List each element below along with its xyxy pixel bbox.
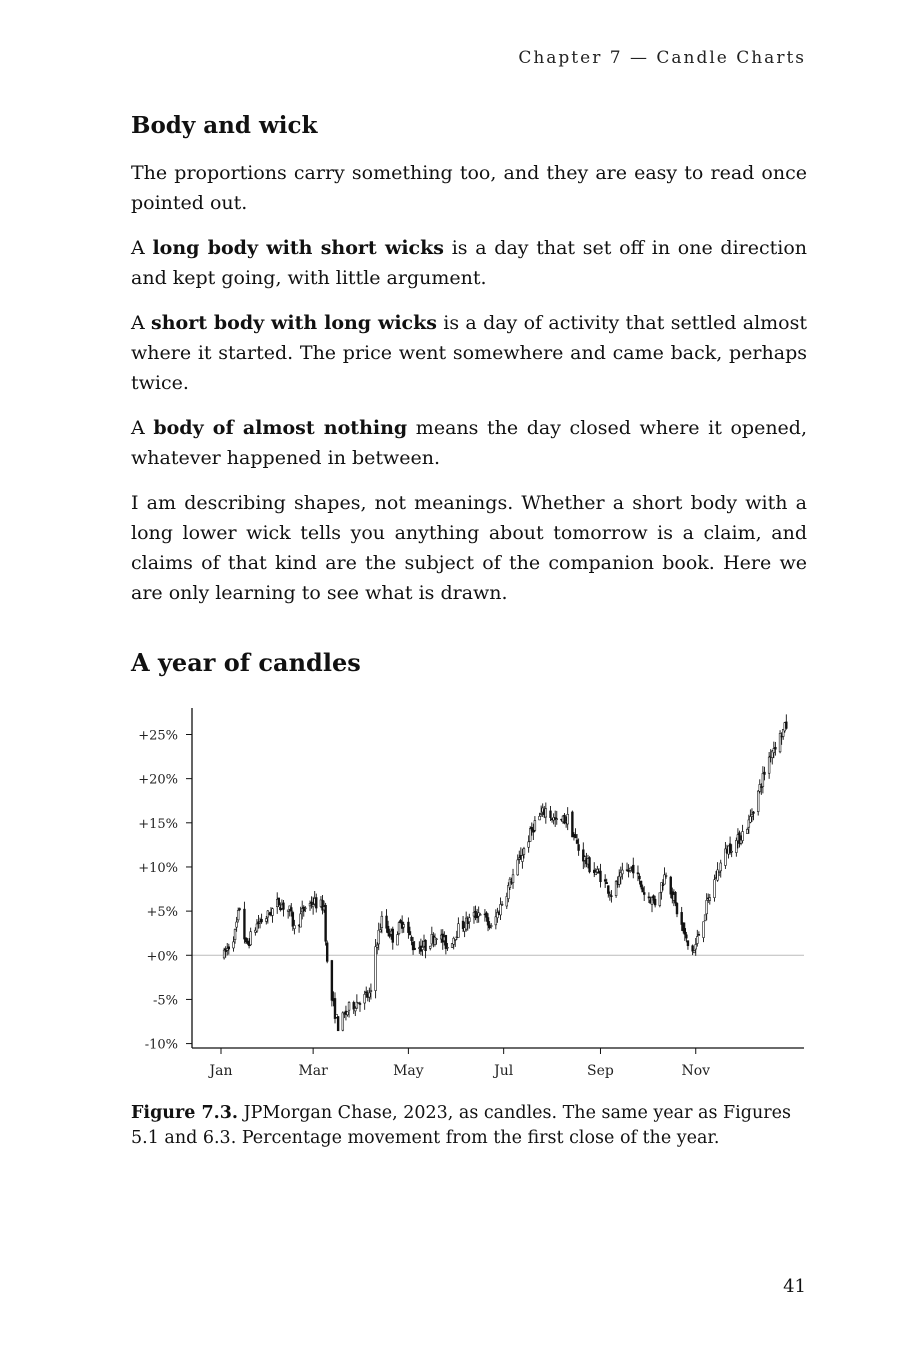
candle	[687, 941, 689, 950]
candle	[632, 858, 634, 879]
candle	[337, 1016, 339, 1031]
candle	[704, 915, 706, 921]
candle	[353, 1001, 355, 1014]
y-tick-label: +25%	[138, 728, 178, 744]
candle	[500, 897, 502, 920]
candle	[762, 766, 764, 793]
candle	[368, 988, 370, 1002]
body-text	[131, 158, 807, 623]
section-heading-body-and-wick: Body and wick	[131, 112, 318, 139]
candle	[676, 902, 678, 917]
x-tick-label: Sep	[587, 1063, 614, 1079]
candle	[244, 902, 246, 944]
candle	[445, 935, 447, 955]
candle	[325, 903, 327, 946]
candle	[567, 807, 569, 830]
figure-caption: Figure 7.3. JPMorgan Chase, 2023, as candles. The same year as Figures 5.1 and 6.3. Percentage movement from the first close of the year.	[131, 1103, 791, 1148]
candle	[698, 931, 700, 935]
candle	[571, 811, 573, 838]
y-tick-label: +0%	[146, 949, 178, 965]
paragraph: A short body with long wicks is a day of activity that settled almost where it started. The price went somewhere and came back, perhaps twice.	[131, 312, 807, 394]
candle	[604, 874, 606, 888]
candle	[779, 730, 781, 753]
y-tick-label: +15%	[138, 816, 178, 832]
candle	[757, 790, 759, 815]
x-tick-label: Mar	[298, 1063, 328, 1079]
candle	[545, 803, 547, 824]
page-number: 41	[783, 1276, 806, 1297]
candle	[272, 908, 274, 923]
candle	[696, 930, 698, 947]
candle	[334, 992, 336, 1023]
x-tick-label: Nov	[681, 1063, 711, 1079]
y-tick-label: -5%	[152, 993, 178, 1009]
candle	[287, 910, 289, 919]
candle	[564, 813, 566, 824]
axes	[138, 708, 804, 1079]
candle	[692, 945, 694, 956]
candle	[582, 842, 584, 869]
candle	[315, 894, 317, 913]
x-tick-label: May	[393, 1063, 424, 1079]
candle	[703, 922, 705, 943]
x-tick-label: Jul	[494, 1063, 514, 1079]
bold-term: long body with short wicks	[152, 237, 444, 259]
candle	[407, 917, 409, 938]
running-head: Chapter 7 — Candle Charts	[518, 48, 806, 68]
candle	[629, 868, 631, 873]
candle	[250, 928, 252, 946]
candle	[512, 869, 514, 889]
candle	[234, 928, 236, 943]
candle	[375, 939, 377, 998]
candle	[589, 856, 591, 873]
paragraph: A long body with short wicks is a day that set off in one direction and kept going, with little argument.	[131, 237, 808, 289]
bold-term: body of almost nothing	[153, 417, 408, 439]
y-tick-label: +10%	[138, 860, 178, 876]
y-tick-label: -10%	[144, 1037, 178, 1053]
paragraph: The proportions carry something too, and they are easy to read once pointed out.	[131, 162, 807, 214]
candle	[283, 900, 285, 917]
candle	[575, 828, 577, 838]
candle	[774, 742, 776, 756]
candle	[303, 905, 305, 916]
paragraph: I am describing shapes, not meanings. Whether a short body with a long lower wick tells you anything about tomorrow is a claim, and claims of that kind are the subject of the companion book. Here we are only learning to see what is drawn.	[131, 492, 807, 604]
candle	[720, 860, 722, 878]
candle	[611, 890, 613, 903]
candle	[468, 914, 470, 929]
candle	[434, 933, 436, 946]
bold-term: short body with long wicks	[151, 312, 437, 334]
candle	[785, 714, 787, 729]
candle	[429, 946, 431, 951]
candle	[501, 901, 503, 906]
candle	[709, 894, 711, 905]
candle	[347, 1011, 349, 1016]
section-heading-year-of-candles: A year of candles	[131, 648, 361, 677]
candle	[457, 917, 459, 937]
chart-svg	[131, 700, 811, 1090]
candle	[228, 944, 230, 955]
candles	[223, 714, 787, 1031]
candle	[725, 842, 727, 869]
y-tick-label: +20%	[138, 772, 178, 788]
candle	[628, 864, 630, 877]
candle	[322, 895, 324, 914]
candle	[742, 825, 744, 844]
x-tick-label: Jan	[209, 1063, 233, 1079]
candle	[392, 927, 394, 950]
candle	[600, 864, 602, 888]
candle	[739, 831, 741, 848]
figure-label: Figure 7.3.	[131, 1103, 239, 1123]
candle	[659, 893, 661, 908]
candle	[364, 991, 366, 1010]
candle	[534, 816, 536, 832]
candlestick-chart	[131, 700, 811, 1090]
candle	[420, 939, 422, 956]
candle	[746, 827, 748, 833]
candle	[398, 921, 400, 935]
paragraph: A body of almost nothing means the day closed where it opened, whatever happened in between.	[131, 417, 807, 469]
y-tick-label: +5%	[146, 905, 178, 921]
candle	[326, 941, 328, 964]
candle	[356, 994, 358, 1008]
candle	[256, 919, 258, 933]
